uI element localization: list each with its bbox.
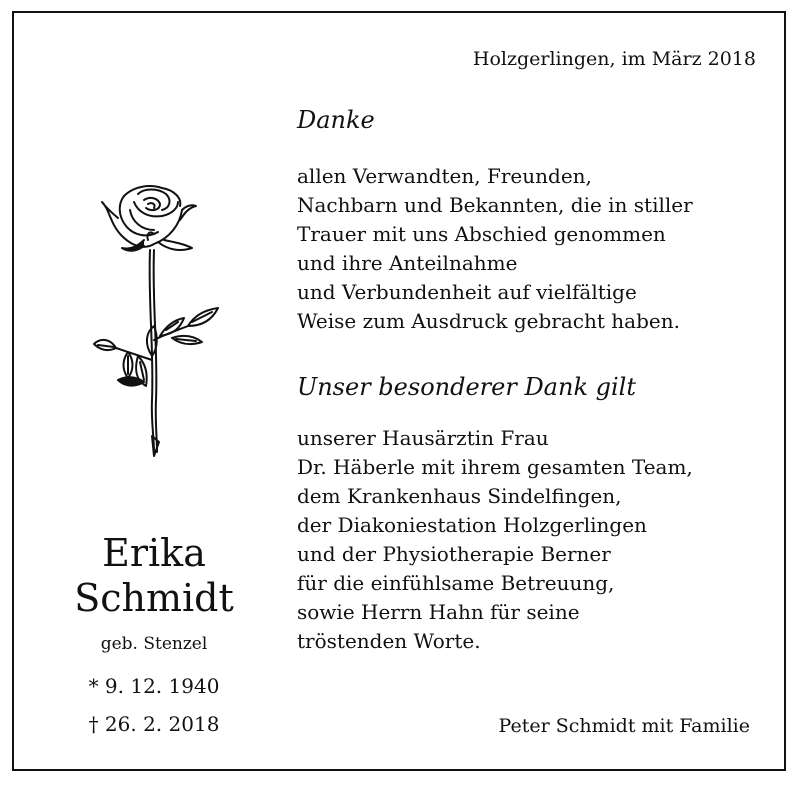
text-line: unserer Hausärztin Frau [297, 426, 549, 450]
text-line: sowie Herrn Hahn für seine [297, 600, 580, 624]
text-line: für die einfühlsame Betreuung, [297, 571, 615, 595]
heading-thanks: Danke [297, 106, 375, 134]
maiden-name: geb. Stenzel [100, 634, 208, 654]
text-line: Weise zum Ausdruck gebracht haben. [297, 309, 680, 333]
text-line: tröstenden Worte. [297, 629, 481, 653]
death-date: † 26. 2. 2018 [88, 712, 220, 736]
special-thanks-paragraph [297, 424, 693, 656]
heading-special-thanks: Unser besonderer Dank gilt [297, 373, 636, 401]
thanks-paragraph [297, 162, 693, 336]
text-line: Trauer mit uns Abschied genommen [297, 222, 666, 246]
text-line: und der Physiotherapie Berner [297, 542, 611, 566]
birth-date: * 9. 12. 1940 [88, 674, 220, 698]
text-line: Dr. Häberle mit ihrem gesamten Team, [297, 455, 693, 479]
text-line: allen Verwandten, Freunden, [297, 164, 592, 188]
signature: Peter Schmidt mit Familie [498, 715, 750, 737]
text-line: der Diakoniestation Holzgerlingen [297, 513, 647, 537]
text-line: Nachbarn und Bekannten, die in stiller [297, 193, 693, 217]
deceased-first-name: Erika [102, 531, 206, 575]
text-line: und ihre Anteilnahme [297, 251, 518, 275]
deceased-last-name: Schmidt [74, 576, 234, 620]
rose-icon [88, 180, 228, 465]
text-line: dem Krankenhaus Sindelfingen, [297, 484, 622, 508]
place-date: Holzgerlingen, im März 2018 [472, 48, 756, 70]
text-line: und Verbundenheit auf vielfältige [297, 280, 637, 304]
